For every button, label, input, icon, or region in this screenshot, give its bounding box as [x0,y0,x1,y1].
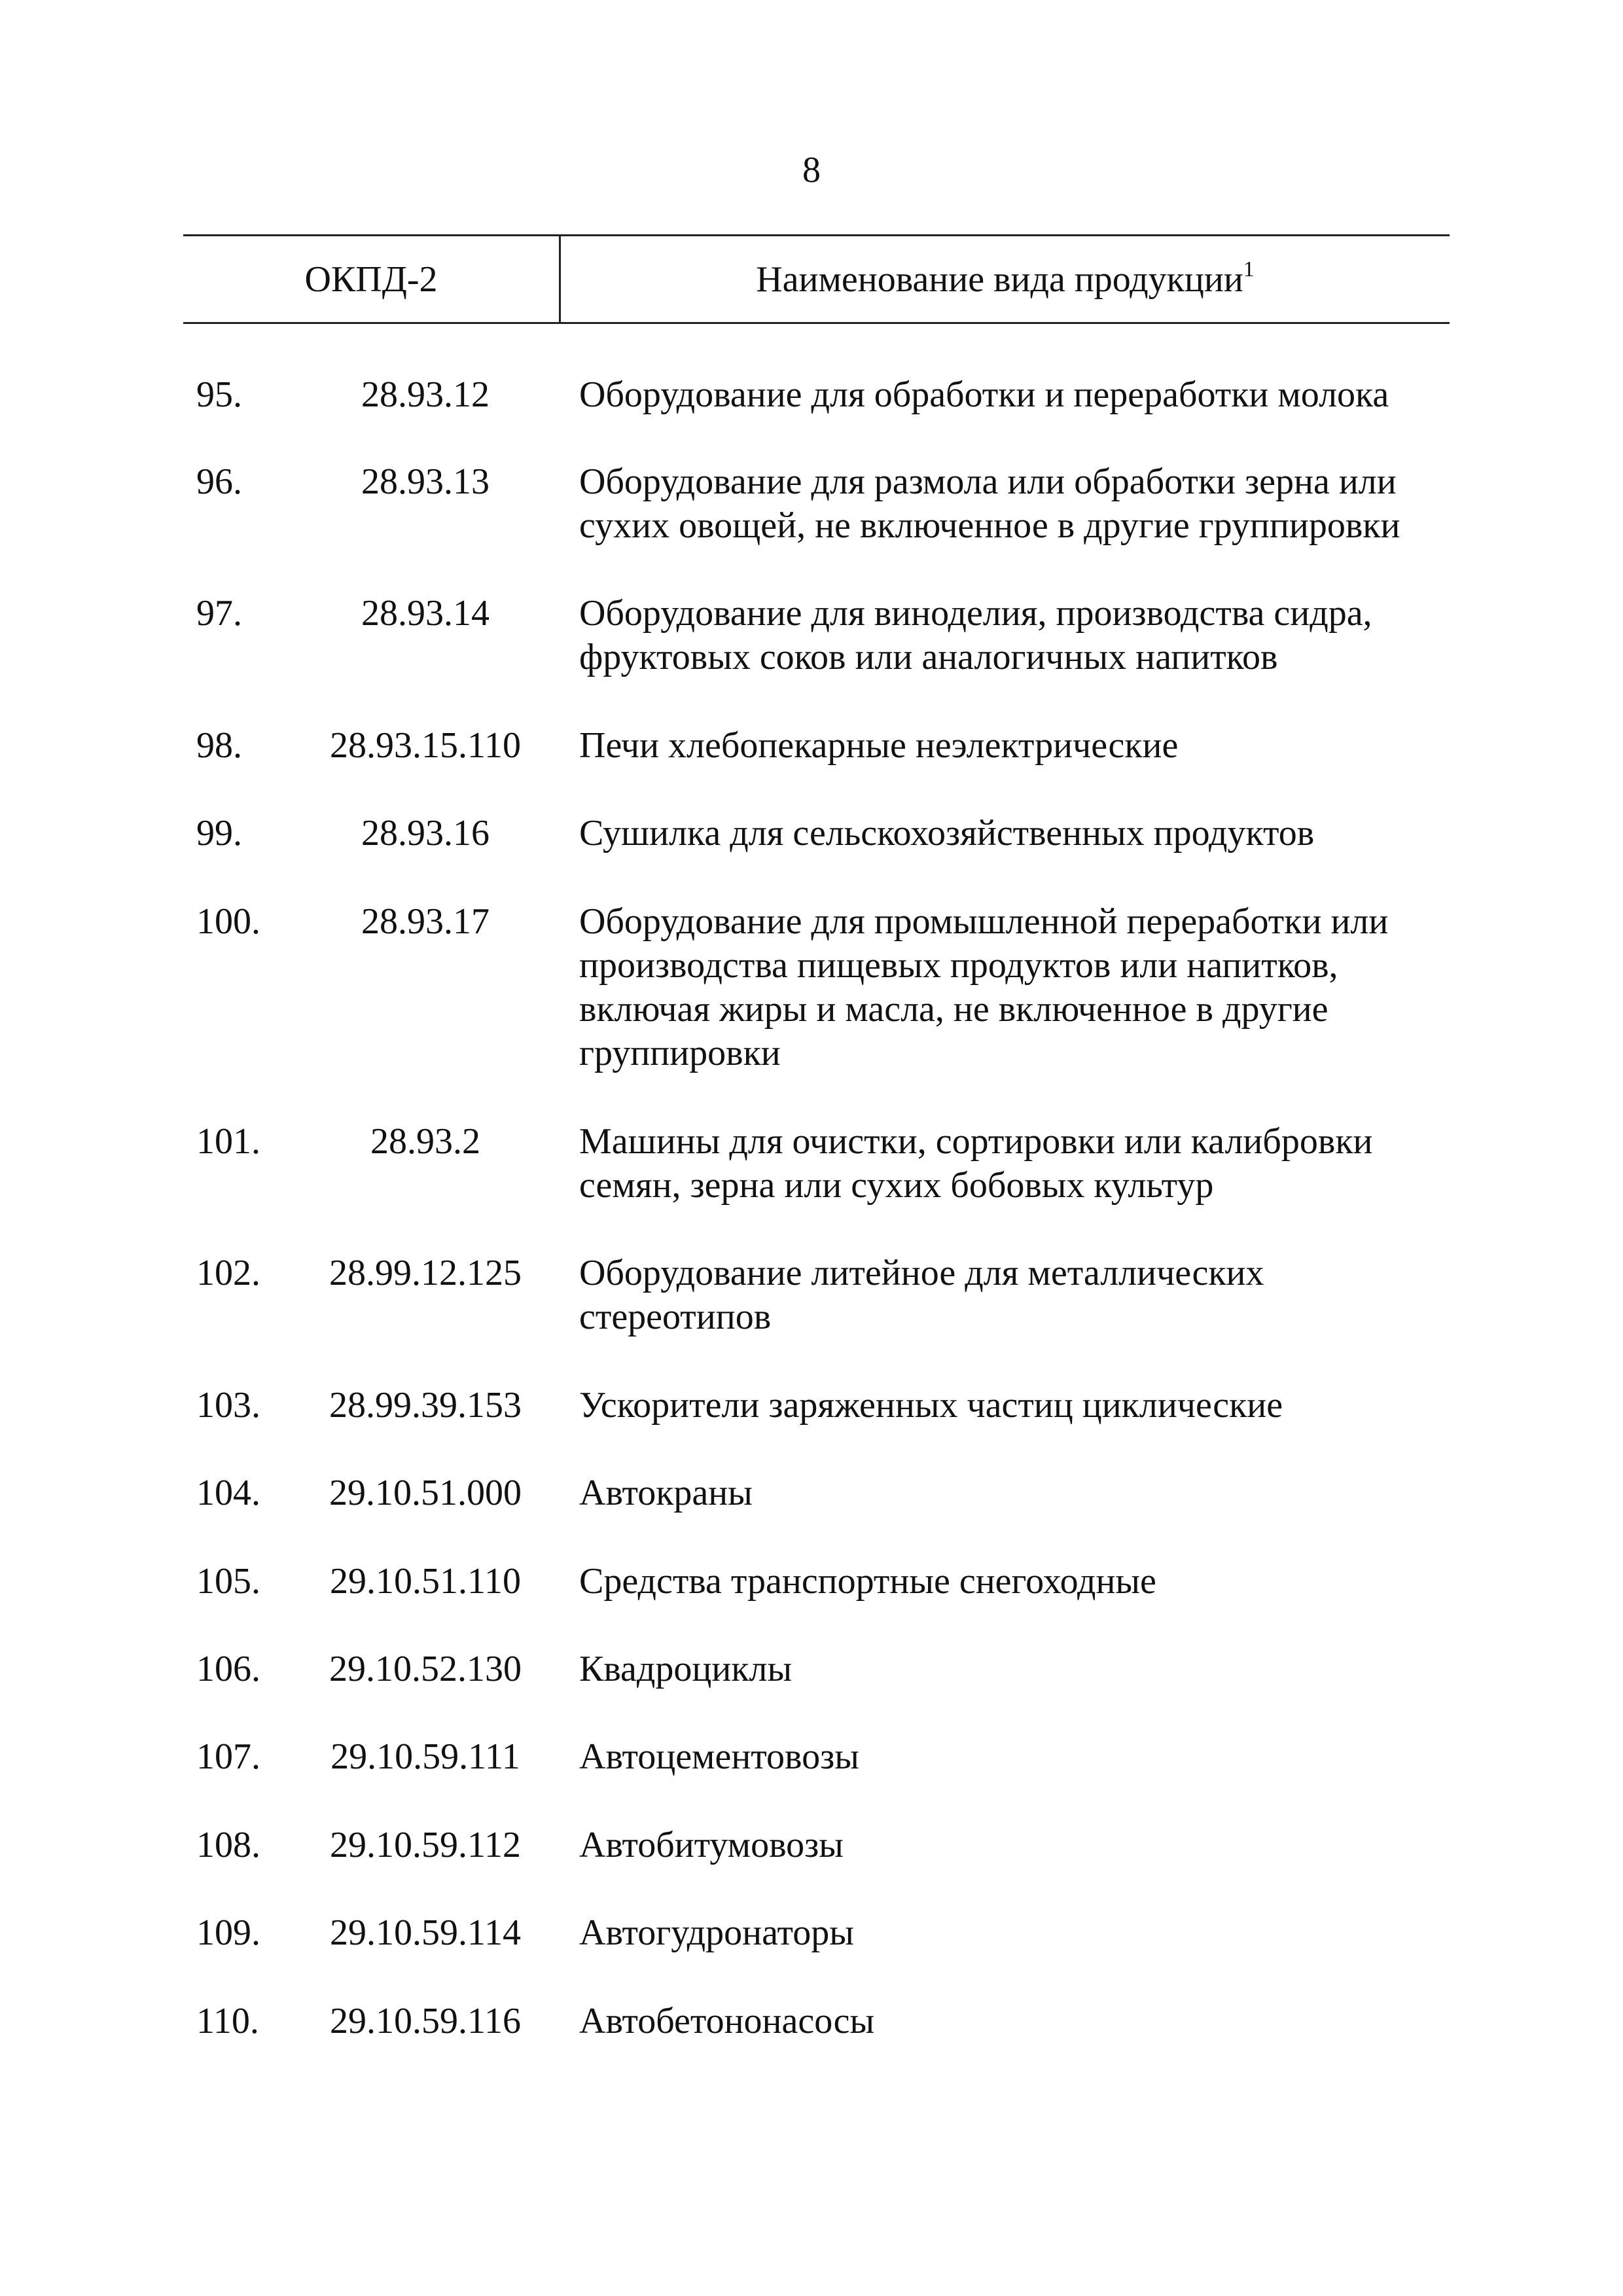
row-name: Автокраны [579,1473,753,1513]
row-number: 109. [196,1912,260,1953]
row-code: 28.99.39.153 [329,1385,522,1426]
row-code: 28.93.17 [361,901,490,942]
row-name: Автогудронаторы [579,1912,854,1953]
row-number: 97. [196,593,242,634]
row-name: Оборудование для обработки и переработки молока [579,374,1389,415]
table-header-top-rule [183,234,1450,236]
row-name: Средства транспортные снегоходные [579,1561,1156,1602]
row-code: 28.93.16 [361,813,490,853]
table-header-bottom-rule [183,322,1450,324]
row-number: 102. [196,1253,260,1293]
row-code: 28.93.2 [370,1121,480,1162]
row-code: 29.10.59.116 [330,2001,521,2041]
row-number: 96. [196,461,242,502]
column-header-name-text: Наименование вида продукции [756,259,1243,300]
row-name: Квадроциклы [579,1649,793,1689]
row-code: 29.10.59.111 [330,1736,520,1777]
row-number: 104. [196,1473,260,1513]
row-name: Машины для очистки, сортировки или калибровки семян, зерна или сухих бобовых культур [579,1121,1373,1206]
row-name: Автоцементовозы [579,1736,859,1777]
row-code: 28.99.12.125 [329,1253,522,1293]
footnote-marker: 1 [1243,257,1255,281]
row-number: 100. [196,901,260,942]
row-code: 28.93.13 [361,461,490,502]
row-number: 106. [196,1649,260,1689]
row-name: Сушилка для сельскохозяйственных продуктов [579,813,1315,853]
column-header-code: ОКПД-2 [304,259,438,300]
column-header-name [561,257,1450,302]
row-name: Оборудование для промышленной переработки или производства пищевых продуктов или напитков, включая жиры и масла, не включенное в другие группировки [579,901,1389,1073]
row-number: 101. [196,1121,260,1162]
row-number: 98. [196,725,242,766]
page-number: 8 [802,150,821,190]
row-code: 29.10.51.110 [330,1561,521,1602]
row-name: Ускорители заряженных частиц циклические [579,1385,1283,1426]
row-number: 105. [196,1561,260,1602]
row-code: 29.10.59.114 [330,1912,521,1953]
row-code: 28.93.15.110 [330,725,521,766]
row-number: 95. [196,374,242,415]
row-code: 29.10.52.130 [329,1649,522,1689]
row-code: 29.10.51.000 [329,1473,522,1513]
row-number: 108. [196,1825,260,1865]
row-number: 110. [196,2001,259,2041]
row-name: Автобитумовозы [579,1825,844,1865]
row-code: 28.93.14 [361,593,490,634]
row-code: 28.93.12 [361,374,490,415]
row-number: 107. [196,1736,260,1777]
row-name: Автобетононасосы [579,2001,875,2041]
row-name: Оборудование для виноделия, производства сидра, фруктовых соков или аналогичных напитков [579,593,1372,677]
row-name: Оборудование для размола или обработки зерна или сухих овощей, не включенное в другие группировки [579,461,1400,546]
row-code: 29.10.59.112 [330,1825,521,1865]
row-number: 99. [196,813,242,853]
row-name: Оборудование литейное для металлических стереотипов [579,1253,1264,1337]
row-number: 103. [196,1385,260,1426]
row-name: Печи хлебопекарные неэлектрические [579,725,1179,766]
